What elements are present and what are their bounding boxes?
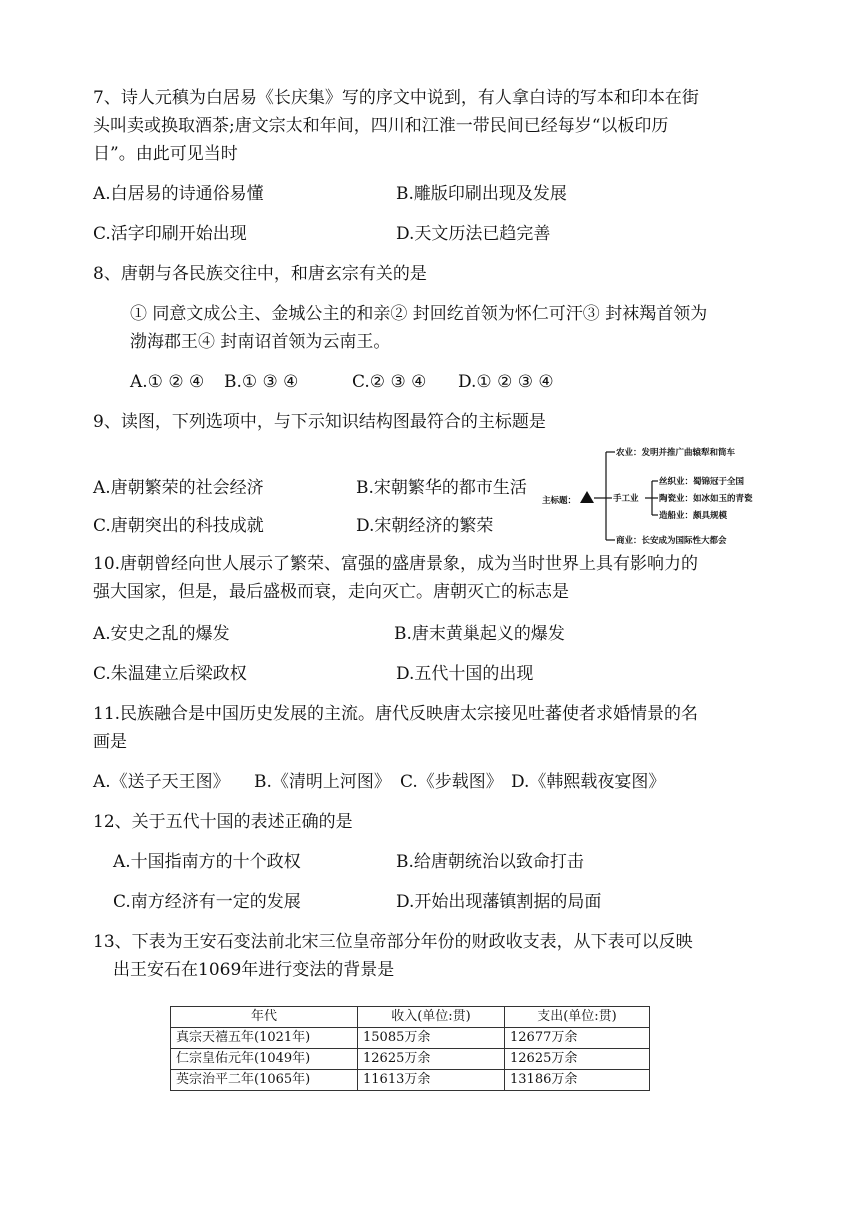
diagram-ceramics: 陶瓷业：如冰如玉的青瓷	[659, 494, 753, 504]
table-header-expense: 支出(单位:贯)	[505, 1007, 650, 1028]
q11-option-b: B.《清明上河图》	[254, 772, 391, 792]
fiscal-table	[170, 1006, 650, 1091]
q7-stem-line-2: 头叫卖或换取酒茶;唐文宗太和年间，四川和江淮一带民间已经每岁“以板印历	[93, 116, 669, 136]
q9-option-a: A.唐朝繁荣的社会经济	[93, 478, 264, 498]
q8-items-line-2: 渤海郡王④ 封南诏首领为云南王。	[130, 332, 391, 352]
table-cell: 真宗天禧五年(1021年)	[171, 1028, 358, 1049]
q9-option-c: C.唐朝突出的科技成就	[93, 516, 264, 536]
q9-stem: 9、读图，下列选项中，与下示知识结构图最符合的主标题是	[93, 412, 546, 432]
table-row	[171, 1070, 650, 1091]
table-header-income: 收入(单位:贯)	[358, 1007, 505, 1028]
diagram-main-label: 主标题：	[542, 496, 577, 506]
table-cell: 仁宗皇佑元年(1049年)	[171, 1049, 358, 1070]
q8-option-b: B.① ③ ④	[224, 372, 299, 392]
q7-option-a: A.白居易的诗通俗易懂	[93, 184, 264, 204]
table-header-period: 年代	[171, 1007, 358, 1028]
diagram-commerce: 商业：长安成为国际性大都会	[616, 536, 727, 546]
diagram-silk: 丝织业：蜀锦冠于全国	[659, 477, 745, 487]
q8-option-c: C.② ③ ④	[352, 372, 427, 392]
q13-stem-line-2: 出王安石在1069年进行变法的背景是	[113, 960, 395, 980]
q7-stem-line-1: 7、诗人元稹为白居易《长庆集》写的序文中说到，有人拿白诗的写本和印本在街	[93, 88, 699, 108]
q7-option-d: D.天文历法已趋完善	[396, 224, 551, 244]
triangle-icon	[580, 491, 594, 503]
q11-stem-line-1: 11.民族融合是中国历史发展的主流。唐代反映唐太宗接见吐蕃使者求婚情景的名	[93, 704, 699, 724]
q10-stem-line-2: 强大国家，但是，最后盛极而衰，走向灭亡。唐朝灭亡的标志是	[93, 582, 569, 602]
knowledge-structure-diagram	[540, 442, 780, 554]
table-cell: 12625万余	[505, 1049, 650, 1070]
q10-option-b: B.唐末黄巢起义的爆发	[394, 624, 565, 644]
q12-option-d: D.开始出现藩镇割据的局面	[396, 892, 602, 912]
q11-option-c: C.《步载图》	[400, 772, 503, 792]
q13-stem-line-1: 13、下表为王安石变法前北宋三位皇帝部分年份的财政收支表，从下表可以反映	[93, 932, 693, 952]
q10-option-d: D.五代十国的出现	[396, 664, 534, 684]
diagram-shipbuilding: 造船业：颇具规模	[659, 511, 728, 521]
q12-stem: 12、关于五代十国的表述正确的是	[93, 812, 353, 832]
table-cell: 11613万余	[358, 1070, 505, 1091]
q10-stem-line-1: 10.唐朝曾经向世人展示了繁荣、富强的盛唐景象，成为当时世界上具有影响力的	[93, 554, 699, 574]
q7-stem-line-3: 日”。由此可见当时	[93, 144, 238, 164]
q8-option-a: A.① ② ④	[130, 372, 205, 392]
q10-option-c: C.朱温建立后梁政权	[93, 664, 247, 684]
table-header-row	[171, 1007, 650, 1028]
q11-stem-line-2: 画是	[93, 732, 127, 752]
table-cell: 12677万余	[505, 1028, 650, 1049]
q12-option-c: C.南方经济有一定的发展	[113, 892, 301, 912]
q9-option-d: D.宋朝经济的繁荣	[356, 516, 494, 536]
table-cell: 英宗治平二年(1065年)	[171, 1070, 358, 1091]
q12-option-b: B.给唐朝统治以致命打击	[396, 852, 584, 872]
q8-stem: 8、唐朝与各民族交往中，和唐玄宗有关的是	[93, 264, 427, 284]
table-row	[171, 1049, 650, 1070]
q11-option-d: D.《韩熙载夜宴图》	[511, 772, 666, 792]
diagram-agriculture: 农业：发明并推广曲辕犁和筒车	[616, 448, 736, 458]
table-cell: 15085万余	[358, 1028, 505, 1049]
q7-option-b: B.雕版印刷出现及发展	[396, 184, 567, 204]
q8-option-d: D.① ② ③ ④	[458, 372, 554, 392]
q12-option-a: A.十国指南方的十个政权	[113, 852, 301, 872]
table-cell: 12625万余	[358, 1049, 505, 1070]
table-row	[171, 1028, 650, 1049]
q11-option-a: A.《送子天王图》	[93, 772, 230, 792]
q9-option-b: B.宋朝繁华的都市生活	[356, 478, 527, 498]
table-cell: 13186万余	[505, 1070, 650, 1091]
q8-items-line-1: ① 同意文成公主、金城公主的和亲② 封回纥首领为怀仁可汗③ 封袜羯首领为	[130, 304, 708, 324]
q10-option-a: A.安史之乱的爆发	[93, 624, 230, 644]
diagram-handicraft: 手工业	[613, 494, 639, 504]
q7-option-c: C.活字印刷开始出现	[93, 224, 247, 244]
